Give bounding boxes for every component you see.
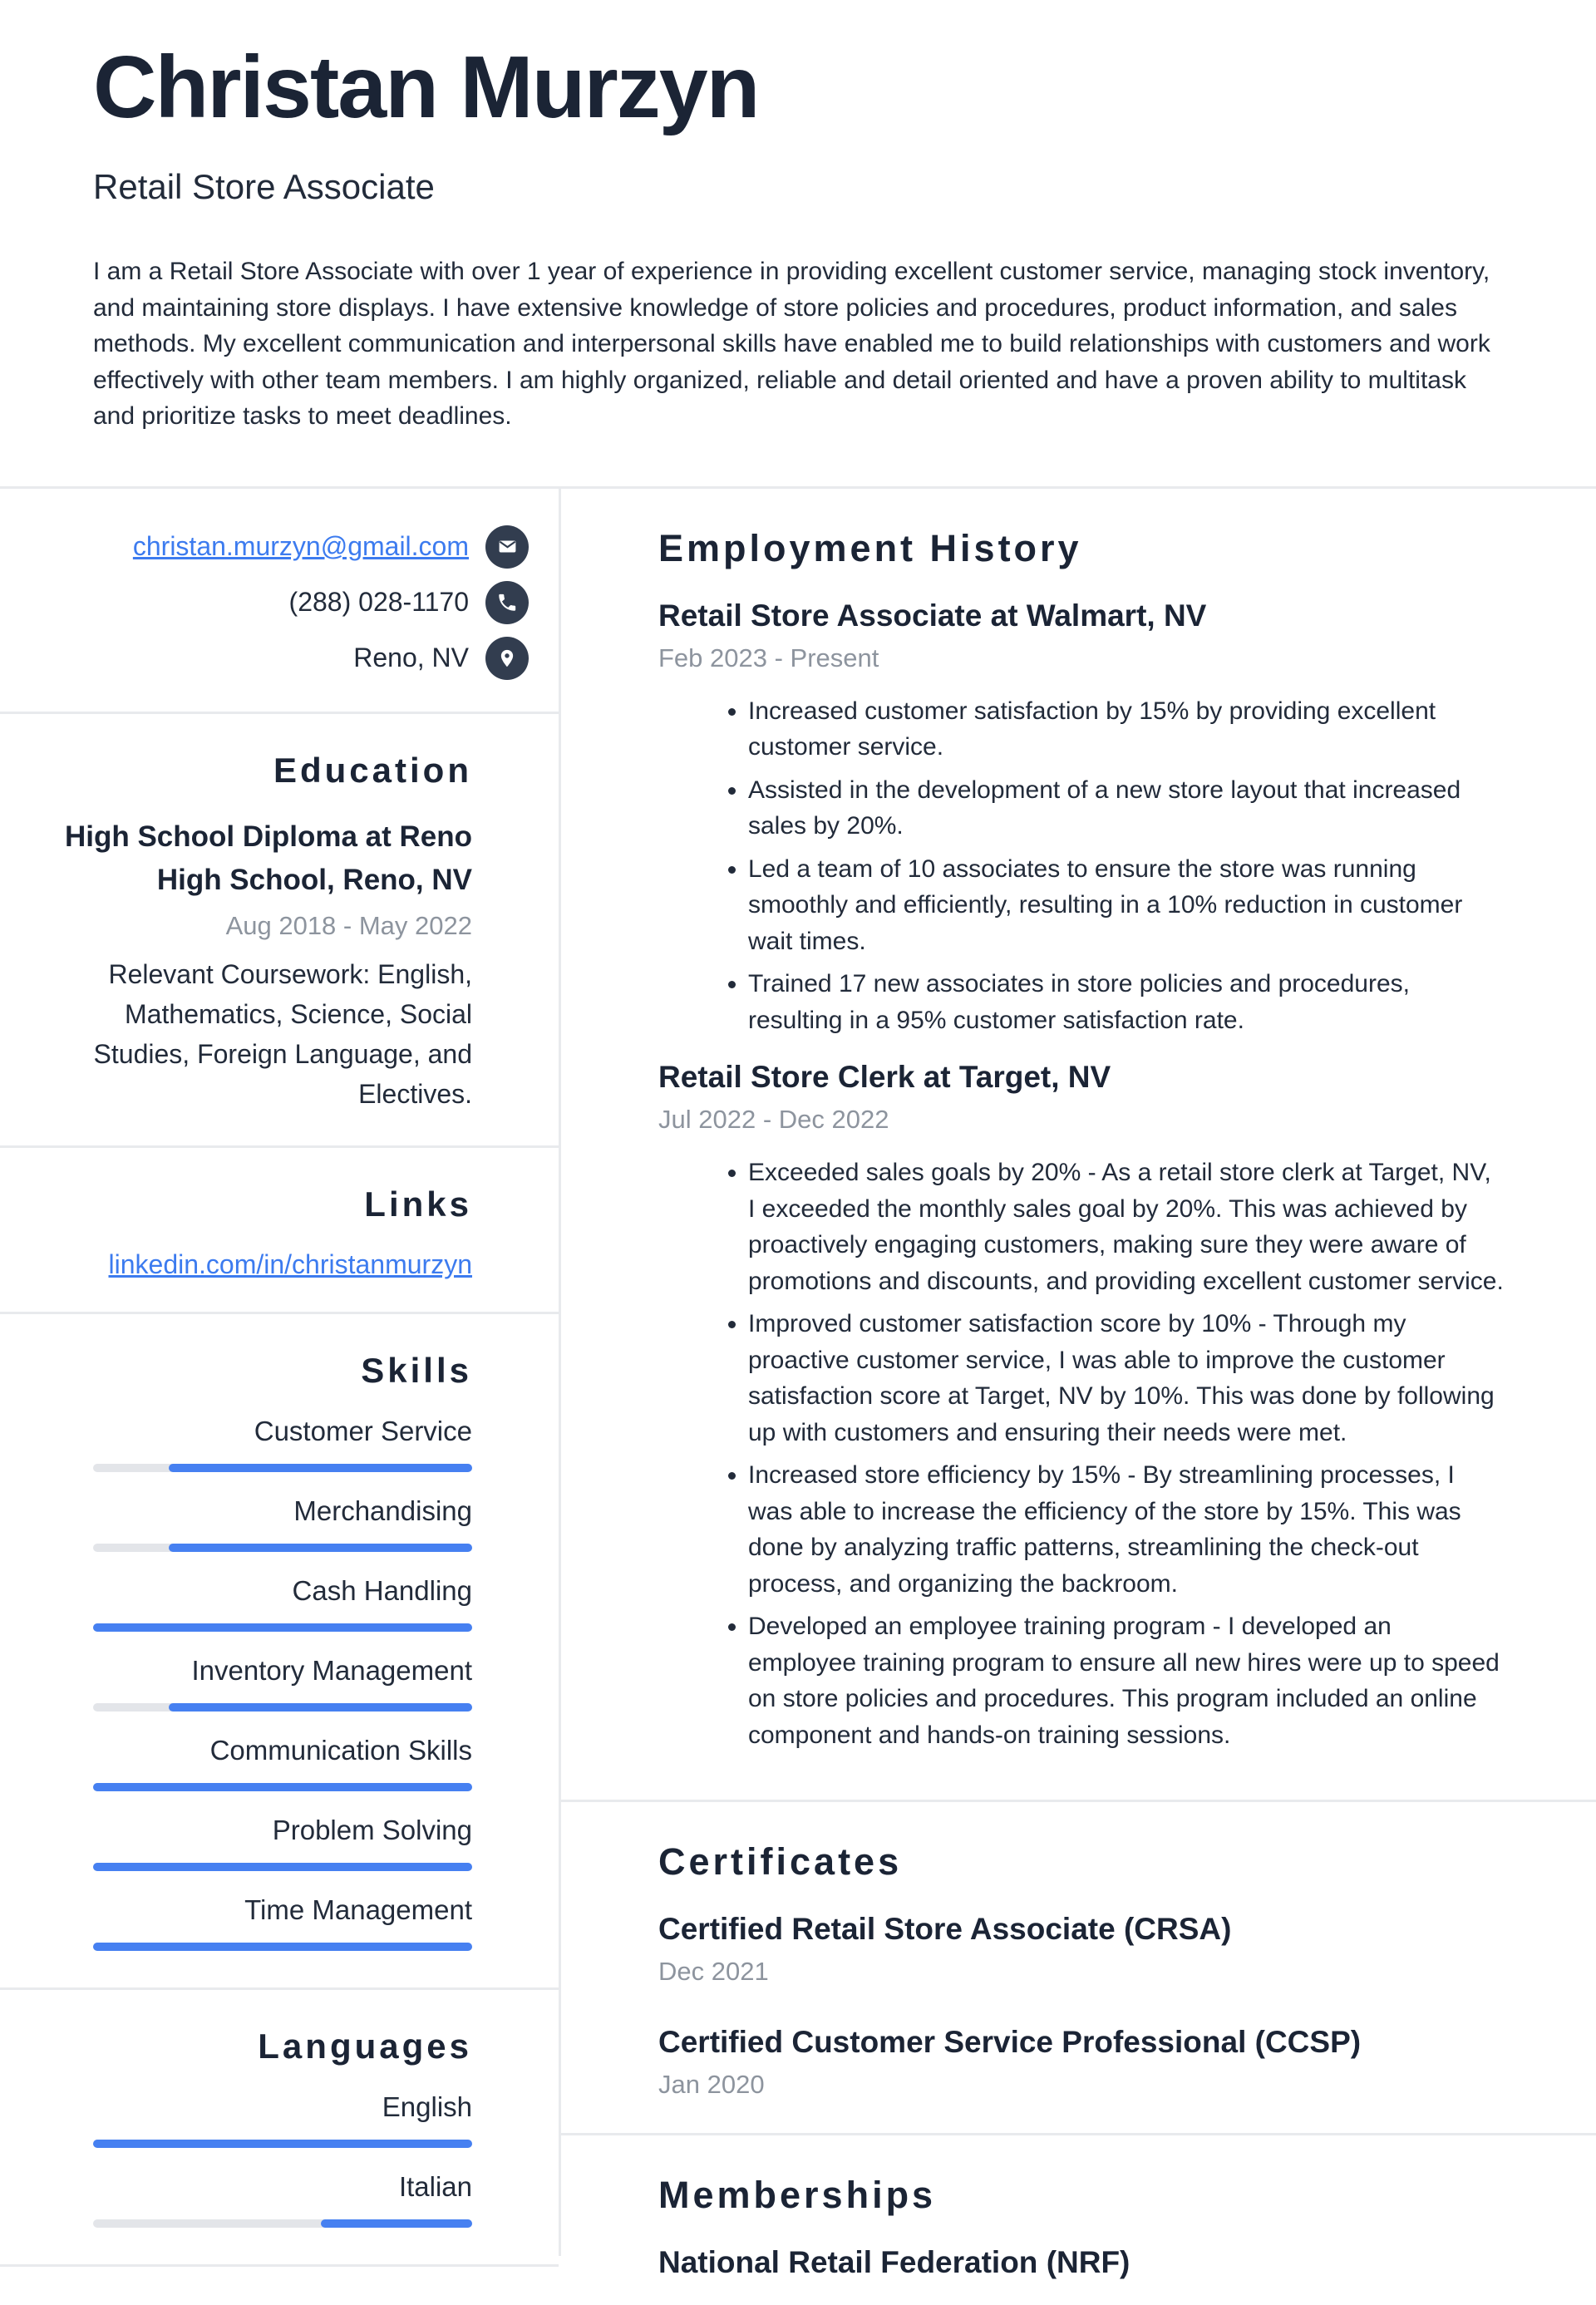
candidate-job-title: Retail Store Associate	[93, 167, 435, 207]
job-dates: Feb 2023 - Present	[658, 643, 879, 672]
skill-bar	[93, 1544, 472, 1552]
links-section	[0, 1145, 559, 1312]
certificate-date: Jan 2020	[658, 2070, 765, 2100]
skill-bar-fill	[93, 1783, 472, 1791]
job-entry	[658, 1060, 1505, 1753]
skill-item	[50, 1575, 472, 1632]
phone-number: (288) 028-1170	[288, 587, 469, 618]
certificates-heading: Certificates	[658, 1840, 903, 1884]
content-columns	[0, 486, 1596, 2280]
skill-bar-fill	[169, 1544, 472, 1552]
link-item	[50, 1249, 472, 1280]
job-bullet: • Trained 17 new associates in store policies and procedures, resulting in a 95% customer satisfaction rate.	[748, 966, 1505, 1038]
education-coursework: Relevant Coursework: English, Mathematics, Science, Social Studies, Foreign Language, and Electives.	[93, 958, 472, 1109]
skill-label: Problem Solving	[272, 1814, 472, 1845]
membership-title: National Retail Federation (NRF)	[658, 2245, 1130, 2280]
skill-label: Time Management	[244, 1894, 472, 1925]
language-item	[50, 2171, 472, 2228]
skill-bar	[93, 1464, 472, 1472]
job-entry	[658, 598, 1505, 1039]
links-heading: Links	[364, 1184, 472, 1224]
job-title: Retail Store Associate at Walmart, NV	[658, 598, 1207, 633]
skill-item	[50, 1416, 472, 1472]
linkedin-link[interactable]: linkedin.com/in/christanmurzyn	[108, 1249, 472, 1279]
skill-bar-fill	[93, 1623, 472, 1632]
skill-bar-fill	[169, 1464, 472, 1472]
location-pin-icon	[485, 637, 529, 680]
education-heading: Education	[273, 750, 472, 790]
languages-section	[0, 1987, 559, 2264]
email-link[interactable]: christan.murzyn@gmail.com	[132, 531, 469, 562]
language-bar-fill	[321, 2219, 472, 2228]
languages-heading: Languages	[258, 2026, 472, 2066]
certificate-entry	[658, 2025, 1505, 2100]
phone-icon	[485, 581, 529, 624]
job-bullet: • Developed an employee training program - I developed an employee training program to ensure all new hires were up to speed on store policies and procedures. This program included an online component and hands-on training sessions.	[748, 1608, 1505, 1753]
job-bullet: • Assisted in the development of a new store layout that increased sales by 20%.	[748, 772, 1505, 845]
skill-label: Cash Handling	[292, 1574, 472, 1606]
main-column	[561, 486, 1596, 2280]
skill-item	[50, 1894, 472, 1951]
education-section	[0, 712, 559, 1145]
language-bar	[93, 2140, 472, 2148]
skill-label: Merchandising	[293, 1495, 472, 1526]
contact-row-email	[50, 525, 529, 569]
skills-section	[0, 1312, 559, 1987]
contact-row-location	[50, 637, 529, 680]
job-bullet: • Exceeded sales goals by 20% - As a retail store clerk at Target, NV, I exceeded the monthly sales goal by 20%. This was achieved by proactively engaging customers, making sure they were aware of promotions and discounts, and providing excellent customer service.	[748, 1155, 1505, 1299]
certificate-date: Dec 2021	[658, 1957, 769, 1987]
skill-label: Communication Skills	[209, 1734, 472, 1766]
skill-item	[50, 1735, 472, 1791]
skill-bar	[93, 1783, 472, 1791]
profile-summary: I am a Retail Store Associate with over 1 year of experience in providing excellent customer service, managing stock inventory, and maintaining store displays. I have extensive knowledge of store policies and procedures, product information, and sales methods. My excellent communication and interpersonal skills have enabled me to build relationships with customers and work effectively with other team members. I am highly organized, reliable and detail oriented and have a proven ability to multitask and prioritize tasks to meet deadlines.	[93, 258, 1490, 431]
memberships-section	[561, 2133, 1596, 2305]
language-label: Italian	[398, 2170, 472, 2202]
job-bullet: • Led a team of 10 associates to ensure the store was running smoothly and efficiently, resulting in a 10% reduction in customer wait times.	[748, 851, 1505, 960]
location-text: Reno, NV	[353, 643, 469, 673]
sidebar	[0, 486, 561, 2256]
memberships-heading: Memberships	[658, 2174, 937, 2217]
certificate-entry	[658, 1912, 1505, 1987]
employment-history-heading: Employment History	[658, 526, 1082, 569]
candidate-name: Christan Murzyn	[93, 38, 759, 136]
skill-bar	[93, 1863, 472, 1871]
job-bullet: • Improved customer satisfaction score by 10% - Through my proactive customer service, I was able to improve the customer satisfaction score at Target, NV by 10%. This was done by following up with customers and ensuring their needs were met.	[748, 1306, 1505, 1450]
language-item	[50, 2091, 472, 2148]
job-bullet: • Increased store efficiency by 15% - By streamlining processes, I was able to increase the efficiency of the store by 15%. This was done by analyzing traffic patterns, streamlining the check-out process, and organizing the backroom.	[748, 1457, 1505, 1602]
job-bullet-list	[658, 693, 1505, 1039]
education-dates: Aug 2018 - May 2022	[225, 910, 472, 940]
skill-bar-fill	[93, 1863, 472, 1871]
job-title: Retail Store Clerk at Target, NV	[658, 1060, 1111, 1095]
certificates-section	[561, 1800, 1596, 2133]
skill-label: Customer Service	[254, 1415, 472, 1446]
employment-history-section	[561, 486, 1596, 1800]
contact-row-phone	[50, 581, 529, 624]
skill-item	[50, 1655, 472, 1712]
header	[0, 0, 1596, 486]
job-bullet-list	[658, 1155, 1505, 1753]
certificate-title: Certified Customer Service Professional (CCSP)	[658, 2025, 1362, 2060]
language-bar	[93, 2219, 472, 2228]
language-bar-fill	[93, 2140, 472, 2148]
certificate-title: Certified Retail Store Associate (CRSA)	[658, 1912, 1232, 1947]
skill-item	[50, 1815, 472, 1871]
skill-item	[50, 1495, 472, 1552]
skills-heading: Skills	[361, 1350, 472, 1390]
sidebar-bottom-divider	[0, 2264, 559, 2300]
job-dates: Jul 2022 - Dec 2022	[658, 1105, 889, 1135]
contact-section	[0, 486, 559, 712]
skill-bar	[93, 1943, 472, 1951]
skill-bar-fill	[93, 1943, 472, 1951]
skill-bar	[93, 1623, 472, 1632]
language-label: English	[382, 2091, 472, 2122]
education-degree: High School Diploma at Reno High School, Reno, NV	[64, 820, 472, 897]
envelope-icon	[485, 525, 529, 569]
skill-label: Inventory Management	[191, 1654, 472, 1686]
skill-bar	[93, 1703, 472, 1712]
skill-bar-fill	[169, 1703, 472, 1712]
job-bullet: • Increased customer satisfaction by 15% by providing excellent customer service.	[748, 693, 1505, 766]
